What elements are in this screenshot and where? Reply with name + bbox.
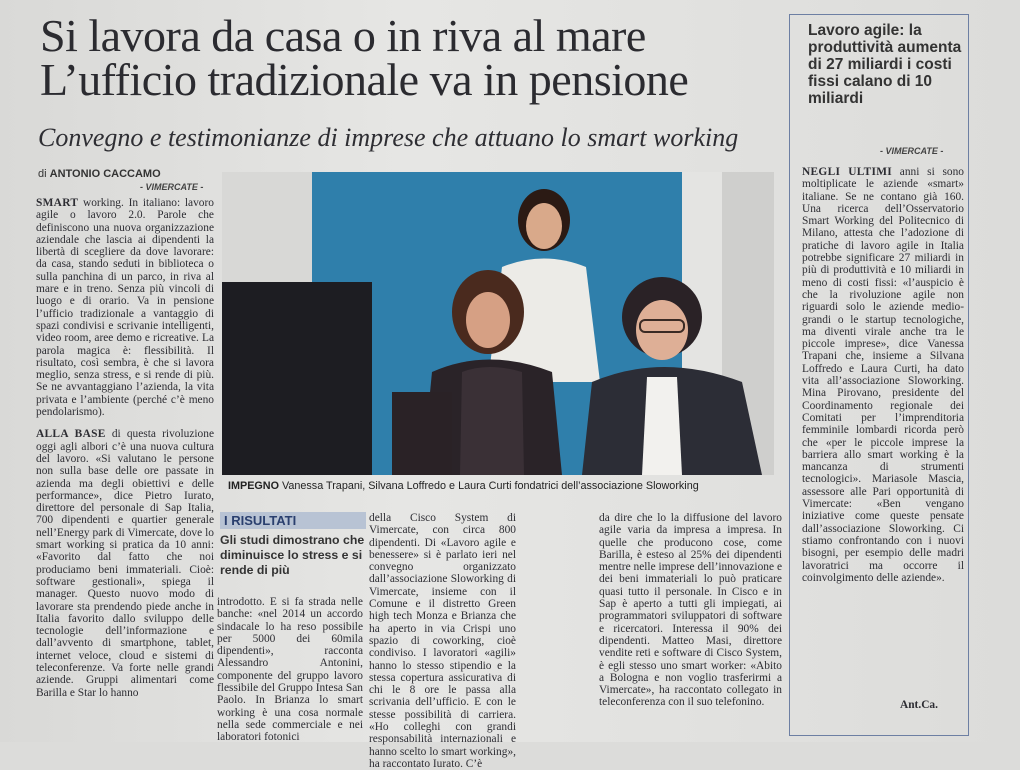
article-column-3 [369, 512, 516, 770]
paragraph-text: di questa rivoluzione oggi agli albori c’è una nuova cultura del lavoro. «Si valutano le persone non sulla base delle ore passate in azienda ma degli obiettivi e delle performance», dice Pietro Iurato, direttore del personale di Sap Italia, 700 dipendenti e quartier generale nell’Energy park di Vimercate, dove lo smart working si pratica da 10 anni: «Favorito dal fatto che noi produciamo beni immateriali. Cioè: software gestionali», spiega il manager. Questo nuovo modo di lavorare sta prendendo piede anche in Italia favorito dallo sviluppo delle tecnologie dell’informazione e dall’avvento di smartphone, tablet, internet veloce, cloud e sistemi di teleconferenze. Va forte nelle grandi aziende. Gruppi alimentari come Barilla e Star lo hanno [36, 428, 214, 699]
article-column-2 [217, 596, 363, 744]
paragraph-2 [36, 428, 214, 699]
byline-author: ANTONIO CACCAMO [49, 168, 161, 180]
article-column-1 [36, 197, 214, 737]
photo-caption [228, 480, 788, 492]
paragraph-text: working. In italiano: lavoro agile o lavoro 2.0. Parole che definiscono una nuova organizzazione aziendale che lascia ai dipendenti la libertà di scegliere da dove lavorare: da casa, stando seduti in biblioteca o sulla panchina di un parco, in riva al mare e in treno. Senza più vincoli di luogo e di orario. Va in pensione l’ufficio tradizionale a vantaggio di spazi condivisi e scrivanie intelligenti, video room, aree demo e ricreative. La parola magica è: flessibilità. Il risultato, così sembra, è che si lavora meglio, senza stress, e si rende di più. Se ne avvantaggiano l’azienda, la vita privata e l’ambiente (perché c’è meno pendolarismo). [36, 197, 214, 419]
sidebar-lead: NEGLI ULTIMI [802, 166, 893, 178]
sidebar-dateline: - VIMERCATE - [880, 146, 944, 156]
headline-line-2: L’ufficio tradizionale va in pensione [40, 54, 689, 105]
sidebar-text: anni si sono moltiplicate le aziende «smart» italiane. Se ne contano già 160. Una ricerca dell’Osservatorio Smart Working del Politecnico di Milano, attesta che l’adozione di pratiche di lavoro agile in Italia potrebbe significare 27 miliardi in più di produttività e 10 miliardi in meno di costi fissi: «l’auspicio è che la rivoluzione agile non riguardi solo le aziende medio-grandi o le startup tecnologiche, ma diventi virale anche tra le piccole imprese», dice Vanessa Trapani che, insieme a Silvana Loffredo e Laura Curti, ha dato vita all’associazione Sloworking. Mina Pirovano, presidente del Coordinamento regionale dei Comitati per l’imprenditoria femminile lombardi ricorda però che «per le piccole imprese la barriera allo smart working è la mancanza di strumenti tecnologici». Mariasole Mascia, assessore alle Pari opportunità di Vimercate: «Ben vengano iniziative come queste pensate dall’associazione Sloworking. Ci stiamo confrontando con i nuovi bisogni, per esempio delle madri lavoratrici ma occorre il coinvolgimento delle aziende». [802, 166, 964, 584]
paragraph-lead: ALLA BASE [36, 428, 106, 441]
results-text: Gli studi dimostrano che diminuisce lo stress e si rende di più [220, 533, 365, 577]
caption-lead: IMPEGNO [228, 480, 279, 492]
headline [40, 10, 780, 105]
photo-illustration [222, 172, 774, 475]
column-text: introdotto. E si fa strada nelle banche: «nel 2014 un accordo sindacale lo ha reso possibile per 5000 dei 60mila dipendenti», racconta Alessandro Antonini, componente del gruppo lavoro flessibile del Gruppo Intesa San Paolo. In Brianza lo smart working è una cosa normale nella sede commerciale e nei laboratori fotonici [217, 596, 363, 744]
results-label: I RISULTATI [220, 512, 366, 529]
paragraph-lead: SMART [36, 197, 79, 209]
sidebar-column [802, 166, 964, 716]
headline-line-1: Si lavora da casa o in riva al mare [40, 10, 646, 61]
results-box [220, 512, 366, 592]
column-text: da dire che lo la diffusione del lavoro agile varia da impresa a impresa. In quelle che producono cose, come Barilla, è esteso al 25% dei dipendenti mentre nelle imprese dell’innovazione e dei beni immateriali lo può praticare quasi tutto il personale. In Cisco e in Sap è aperto a tutti gli impiegati, ai programmatori sviluppatori di software e ricercatori. Interessa il 90% dei dipendenti. Matteo Masi, direttore vendite reti e software di Cisco System, è egli stesso uno smart worker: «Abito a Bologna e non voglio trasferirmi a Vimercate», ha raccontato collegato in teleconferenza con il suo telefonino. [599, 512, 782, 709]
byline-prefix: di [38, 168, 47, 180]
sidebar-title: Lavoro agile: la produttività aumenta di 27 miliardi i costi fissi calano di 10 miliardi [808, 22, 962, 107]
article-column-4 [599, 512, 782, 737]
caption-text: Vanessa Trapani, Silvana Loffredo e Laura Curti fondatrici dell’associazione Sloworking [279, 480, 699, 492]
sidebar-paragraph [802, 166, 964, 584]
dateline: - VIMERCATE - [140, 182, 204, 192]
byline [38, 168, 161, 180]
article-photo [222, 172, 774, 475]
sidebar-signature: Ant.Ca. [900, 699, 938, 711]
subheadline: Convegno e testimonianze di imprese che attuano lo smart working [38, 123, 739, 152]
paragraph-1 [36, 197, 214, 418]
column-text: della Cisco System di Vimercate, con circa 800 dipendenti. Di «Lavoro agile e benessere» si è parlato ieri nel convegno organizzato dall’associazione Sloworking di Vimercate, insieme con il Comune e il distretto Green high tech Monza e Brianza che ha aperto in via Crispi uno spazio di coworking, cioè condiviso. I lavoratori «agili» hanno lo stesso stipendio e la stessa copertura assicurativa di chi le 8 ore le passa alla scrivania dell’ufficio. E con le stesse possibilità di carriera. «Ho colleghi con grandi responsabilità internazionali e hanno scelto lo smart working», ha raccontato Iurato. C’è [369, 512, 516, 770]
